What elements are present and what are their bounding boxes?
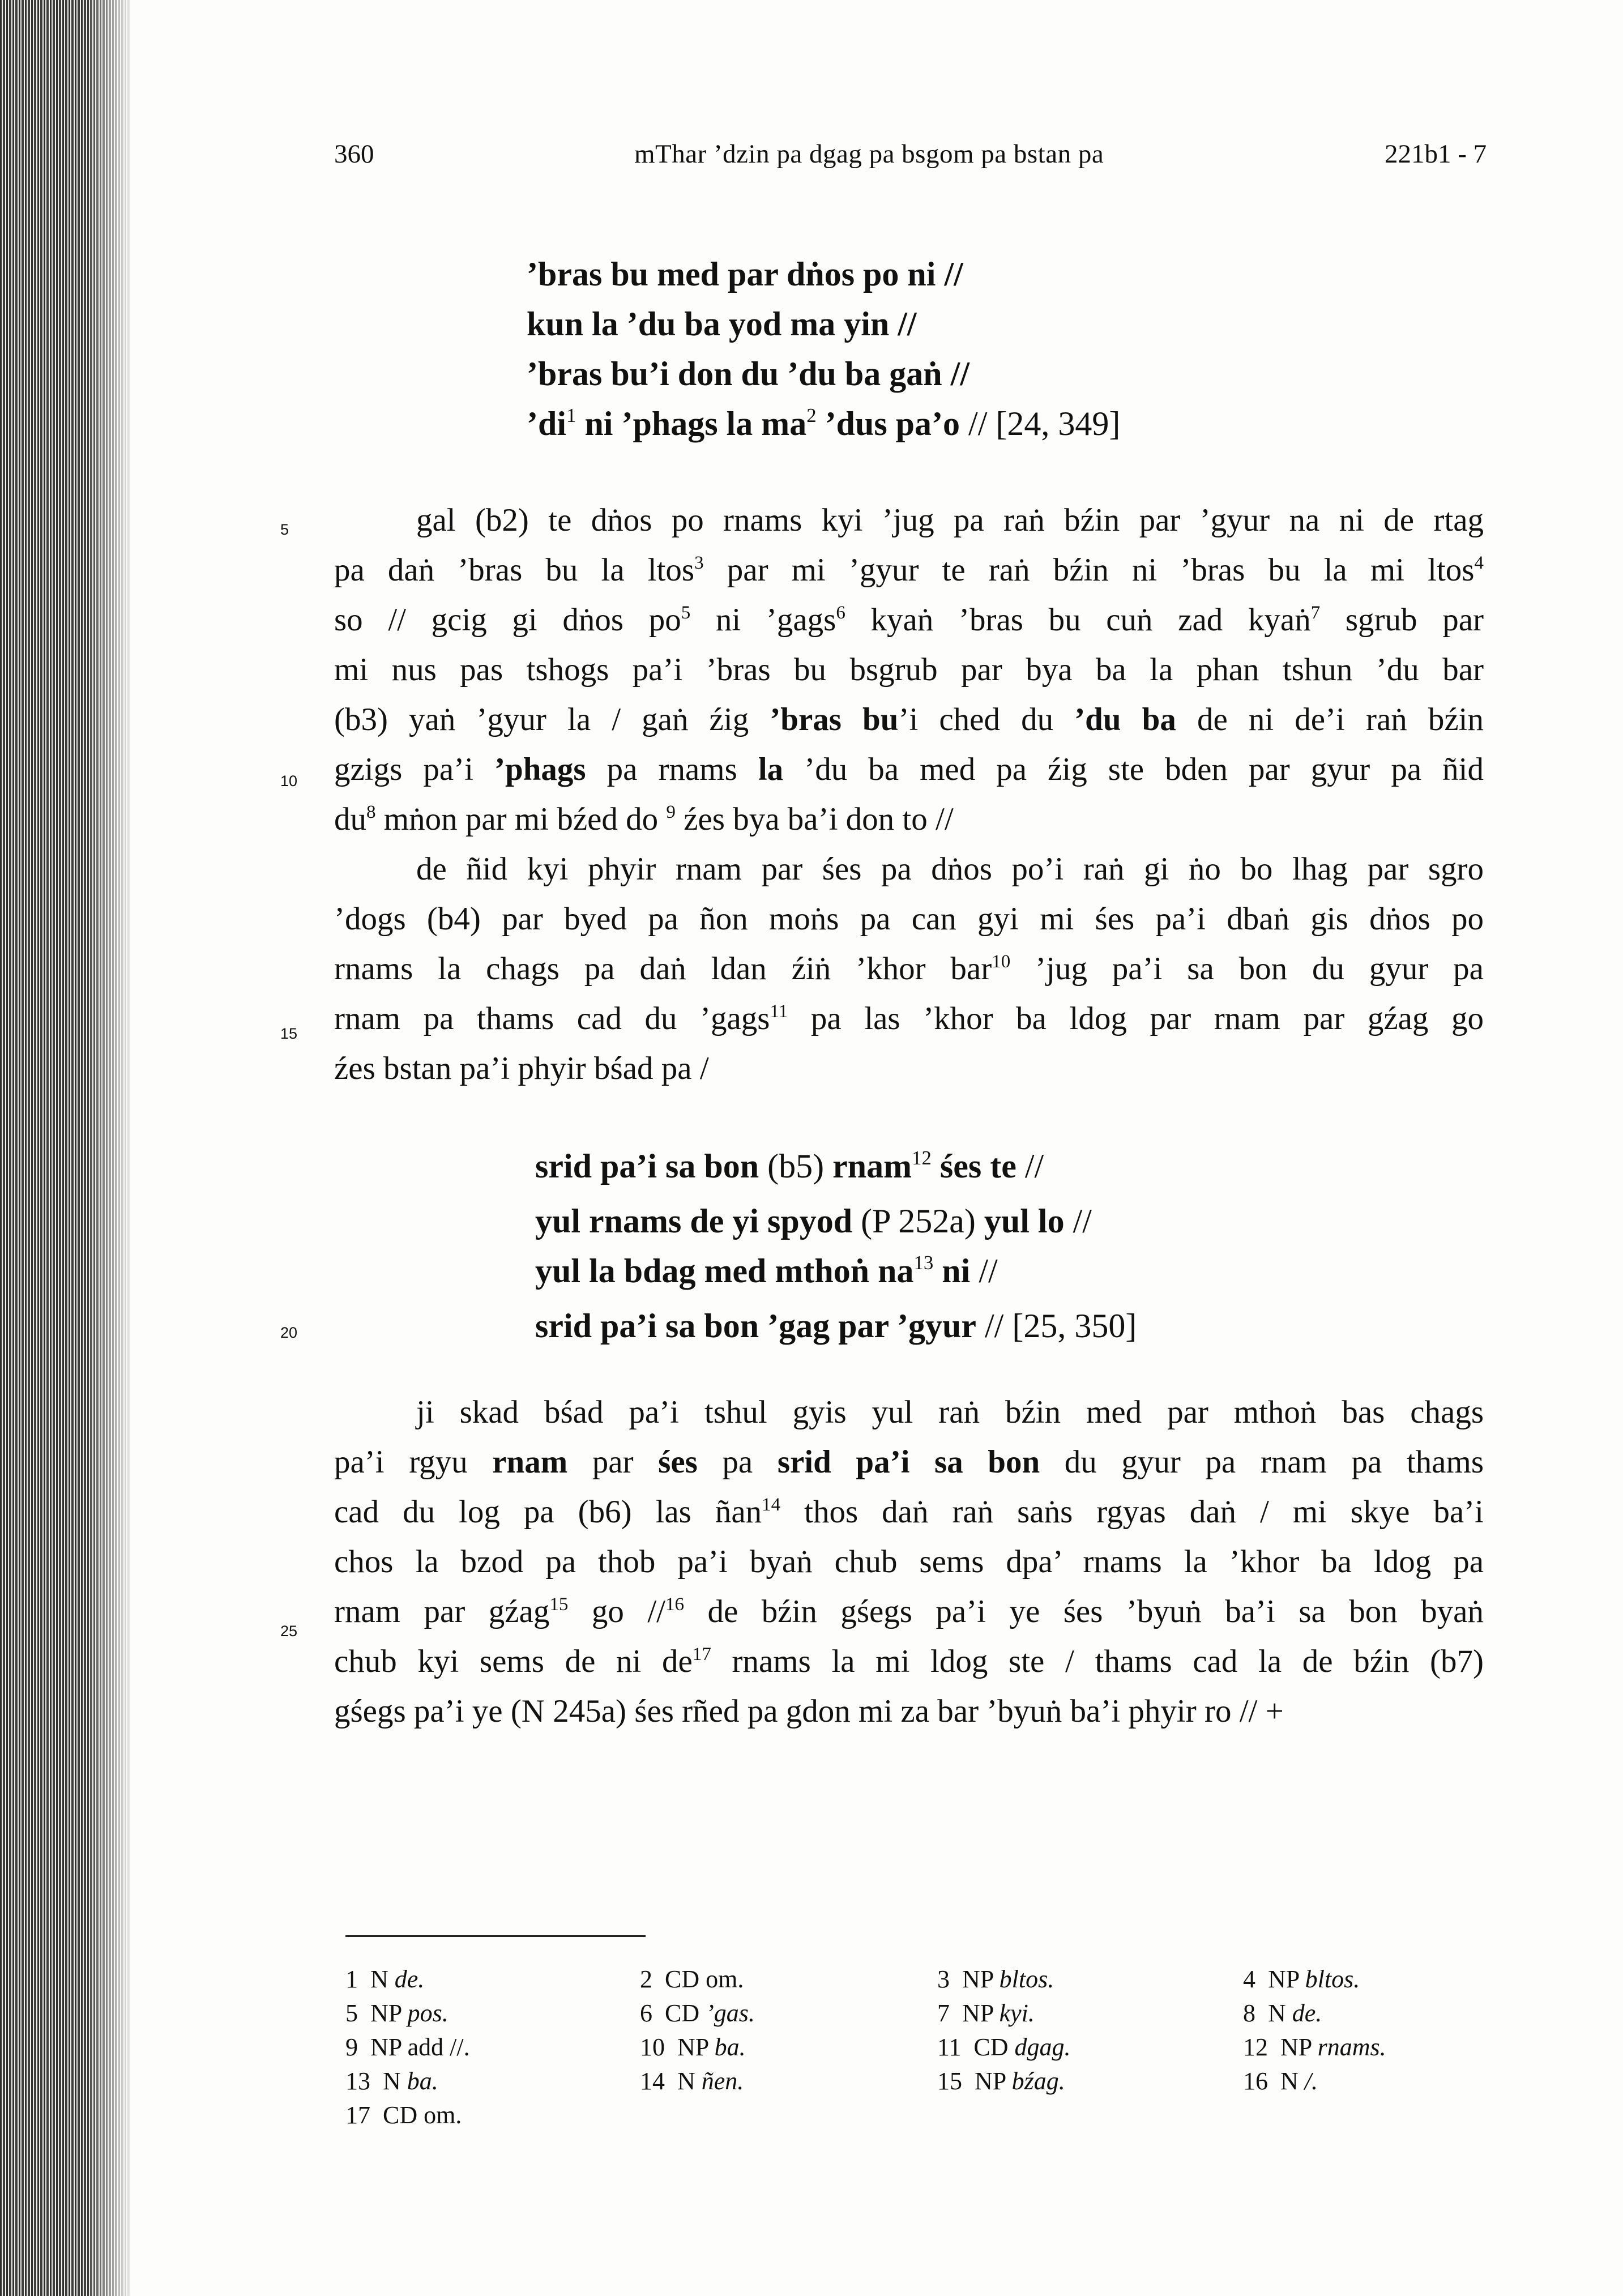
footnote-7: 7 NP kyi. [937, 1999, 1035, 2027]
page-number: 360 [334, 139, 374, 169]
commentary-paragraph-1 [334, 496, 1484, 1094]
text-line: rnam pa thams cad du ’gags$^{11}$ pa las ’khor ba ldog par rnam par gźag go [334, 1001, 1484, 1036]
footnote-10: 10 NP ba. [640, 2033, 746, 2061]
footnote-3: 3 NP bltos. [937, 1965, 1054, 1993]
line-number: 25 [280, 1623, 298, 1640]
verse-line: kun la ’du ba yod ma yin // [527, 305, 917, 343]
text-line: gal (b2) te dṅos po rnams kyi ’jug pa raṅ bźin par ’gyur na ni de rtag [416, 502, 1484, 538]
footnote-14: 14 N ñen. [640, 2067, 744, 2095]
footnote-rule [345, 1935, 646, 1937]
footnote-12: 12 NP rnams. [1243, 2033, 1386, 2061]
line-number: 10 [280, 773, 298, 789]
footnote-5: 5 NP pos. [345, 1999, 449, 2027]
verse-24 [527, 249, 1120, 454]
footnote-6: 6 CD ’gas. [640, 1999, 755, 2027]
text-line: mi nus pas tshogs pa’i ’bras bu bsgrub par bya ba la phan tshun ’du bar [334, 652, 1484, 688]
text-line: pa’i rgyu rnam par śes pa srid pa’i sa bon du gyur pa rnam pa thams [334, 1444, 1484, 1480]
text-line: chub kyi sems de ni $de^{17}$ rnams la mi ldog ste / thams cad la de bźin (b7) [334, 1644, 1484, 1679]
folio-reference: 221b1 - 7 [1385, 139, 1487, 169]
verse-line: srid pa’i sa bon ’gag par ’gyur // [25, 350] [535, 1307, 1137, 1345]
text-line: de ñid kyi phyir rnam par śes pa dṅos po’i raṅ gi ṅo bo lhag par sgro [416, 851, 1484, 887]
footnote-1: 1 N de. [345, 1965, 425, 1993]
verse-line: ’bras bu’i don du ’du ba gaṅ // [527, 355, 969, 392]
text-line: $du^8$ mṅon par mi bźed do $^9$ źes bya ba’i don to // [334, 801, 954, 837]
verse-line: srid pa’i sa bon (b5) rnam$^{12}$ śes te // [535, 1147, 1044, 1185]
footnote-2: 2 CD om. [640, 1965, 744, 1993]
spine-fade [85, 0, 136, 2296]
text-line: chos la bzod pa thob pa’i byaṅ chub sems dpa’ rnams la ’khor ba ldog pa [334, 1544, 1484, 1580]
verse-line: $’di^1$ ni ’phags la $ma^2$ ’dus pa’o // [24, 349] [527, 404, 1121, 442]
text-line: pa daṅ ’bras bu la ltos$^3$ par mi ’gyur te raṅ bźin ni ’bras bu la mi ltos$^4$ [334, 552, 1484, 588]
verse-line: ’bras bu med par dṅos po ni // [527, 255, 963, 293]
line-number: 20 [280, 1324, 298, 1341]
footnote-17: 17 CD om. [345, 2101, 462, 2129]
footnote-9: 9 NP add //. [345, 2033, 470, 2061]
verse-line: yul rnams de yi spyod (P 252a) yul lo // [535, 1202, 1092, 1240]
footnote-11: 11 CD dgag. [937, 2033, 1071, 2061]
footnote-13: 13 N ba. [345, 2067, 438, 2095]
footnote-16: 16 N /. [1243, 2067, 1318, 2095]
footnote-8: 8 N de. [1243, 1999, 1322, 2027]
text-line: rnam par gźag$^{15}$ go //$^{16}$ de bźin gśegs pa’i ye śes ’byuṅ ba’i sa bon byaṅ [334, 1594, 1484, 1629]
text-line: rnams la chags pa daṅ ldan źiṅ ’khor bar$^{10}$ ’jug pa’i sa bon du gyur pa [334, 951, 1484, 987]
line-number: 15 [280, 1025, 298, 1042]
text-line: źes bstan pa’i phyir bśad pa / [334, 1051, 709, 1086]
page-header [0, 139, 1623, 184]
text-line: cad du log pa (b6) las ñan$^{14}$ thos daṅ raṅ saṅs rgyas daṅ / mi skye ba’i [334, 1494, 1484, 1530]
text-line: (b3) yaṅ ’gyur la / gaṅ źig ’bras bu’i ched du ’du ba de ni de’i raṅ bźin [334, 702, 1484, 737]
commentary-paragraph-3 [334, 1388, 1484, 1736]
text-line: gzigs pa’i ’phags pa rnams la ’du ba med pa źig ste bden par gyur pa ñid [334, 752, 1484, 787]
footnote-15: 15 NP bźag. [937, 2067, 1065, 2095]
running-title: mThar ’dzin pa dgag pa bsgom pa bstan pa [634, 139, 1104, 169]
text-line: ’dogs (b4) par byed pa ñon moṅs pa can gyi mi śes pa’i dbaṅ gis dṅos po [334, 901, 1484, 937]
text-line: ji skad bśad pa’i tshul gyis yul raṅ bźin med par mthoṅ bas chags [416, 1394, 1484, 1430]
verse-line: yul la bdag med mthoṅ $na^{13}$ ni // [535, 1252, 998, 1290]
text-line: gśegs pa’i ye (N 245a) śes rñed pa gdon mi za bar ’byuṅ ba’i phyir ro // + [334, 1693, 1284, 1729]
footnote-4: 4 NP bltos. [1243, 1965, 1360, 1993]
verse-25 [535, 1141, 1137, 1351]
text-line: so // gcig gi dṅos $po^5$ ni ’gags$^6$ kyaṅ ’bras bu cuṅ zad kyaṅ$^7$ sgrub par [334, 602, 1484, 638]
line-number: 5 [280, 521, 289, 538]
